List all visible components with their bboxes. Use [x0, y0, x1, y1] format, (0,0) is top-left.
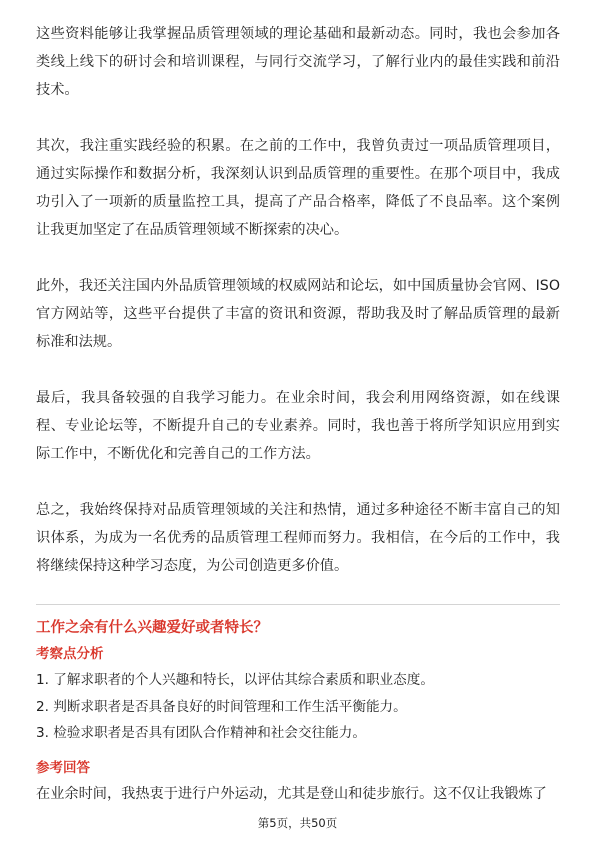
analysis-heading: 考察点分析 [36, 646, 104, 662]
list-item: 1. 了解求职者的个人兴趣和特长，以评估其综合素质和职业态度。 [36, 672, 434, 688]
body-paragraph: 最后，我具备较强的自我学习能力。在业余时间，我会利用网络资源，如在线课程、专业论坛等，不断提升自己的专业素养。同时，我也善于将所学知识应用到实际工作中，不断优化和完善自己的工作方法。 [36, 390, 560, 462]
body-paragraph: 其次，我注重实践经验的积累。在之前的工作中，我曾负责过一项品质管理项目，通过实际操作和数据分析，我深刻认识到品质管理的重要性。在那个项目中，我成功引入了一项新的质量监控工具，提高了产品合格率，降低了不良品率。这个案例让我更加坚定了在品质管理领域不断探索的决心。 [36, 138, 560, 238]
body-paragraph: 总之，我始终保持对品质管理领域的关注和热情，通过多种途径不断丰富自己的知识体系，为成为一名优秀的品质管理工程师而努力。我相信，在今后的工作中，我将继续保持这种学习态度，为公司创造更多价值。 [36, 502, 560, 574]
body-paragraph: 此外，我还关注国内外品质管理领域的权威网站和论坛，如中国质量协会官网、ISO官方网站等，这些平台提供了丰富的资讯和资源，帮助我及时了解品质管理的最新标准和法规。 [36, 278, 560, 350]
reference-answer: 在业余时间，我热衷于进行户外运动，尤其是登山和徒步旅行。这不仅让我锻炼了 [36, 785, 547, 802]
analysis-list [36, 667, 560, 747]
list-item: 3. 检验求职者是否具有团队合作精神和社会交往能力。 [36, 725, 366, 741]
list-item: 2. 判断求职者是否具备良好的时间管理和工作生活平衡能力。 [36, 698, 407, 715]
reference-heading: 参考回答 [36, 759, 90, 776]
page-number: 第5页，共50页 [257, 816, 338, 830]
body-paragraph: 这些资料能够让我掌握品质管理领域的理论基础和最新动态。同时，我也会参加各类线上线下的研讨会和培训课程，与同行交流学习，了解行业内的最佳实践和前沿技术。 [36, 26, 560, 98]
question-heading: 工作之余有什么兴趣爱好或者特长？ [36, 620, 268, 636]
section-divider [36, 604, 560, 605]
document-page [36, 20, 560, 807]
